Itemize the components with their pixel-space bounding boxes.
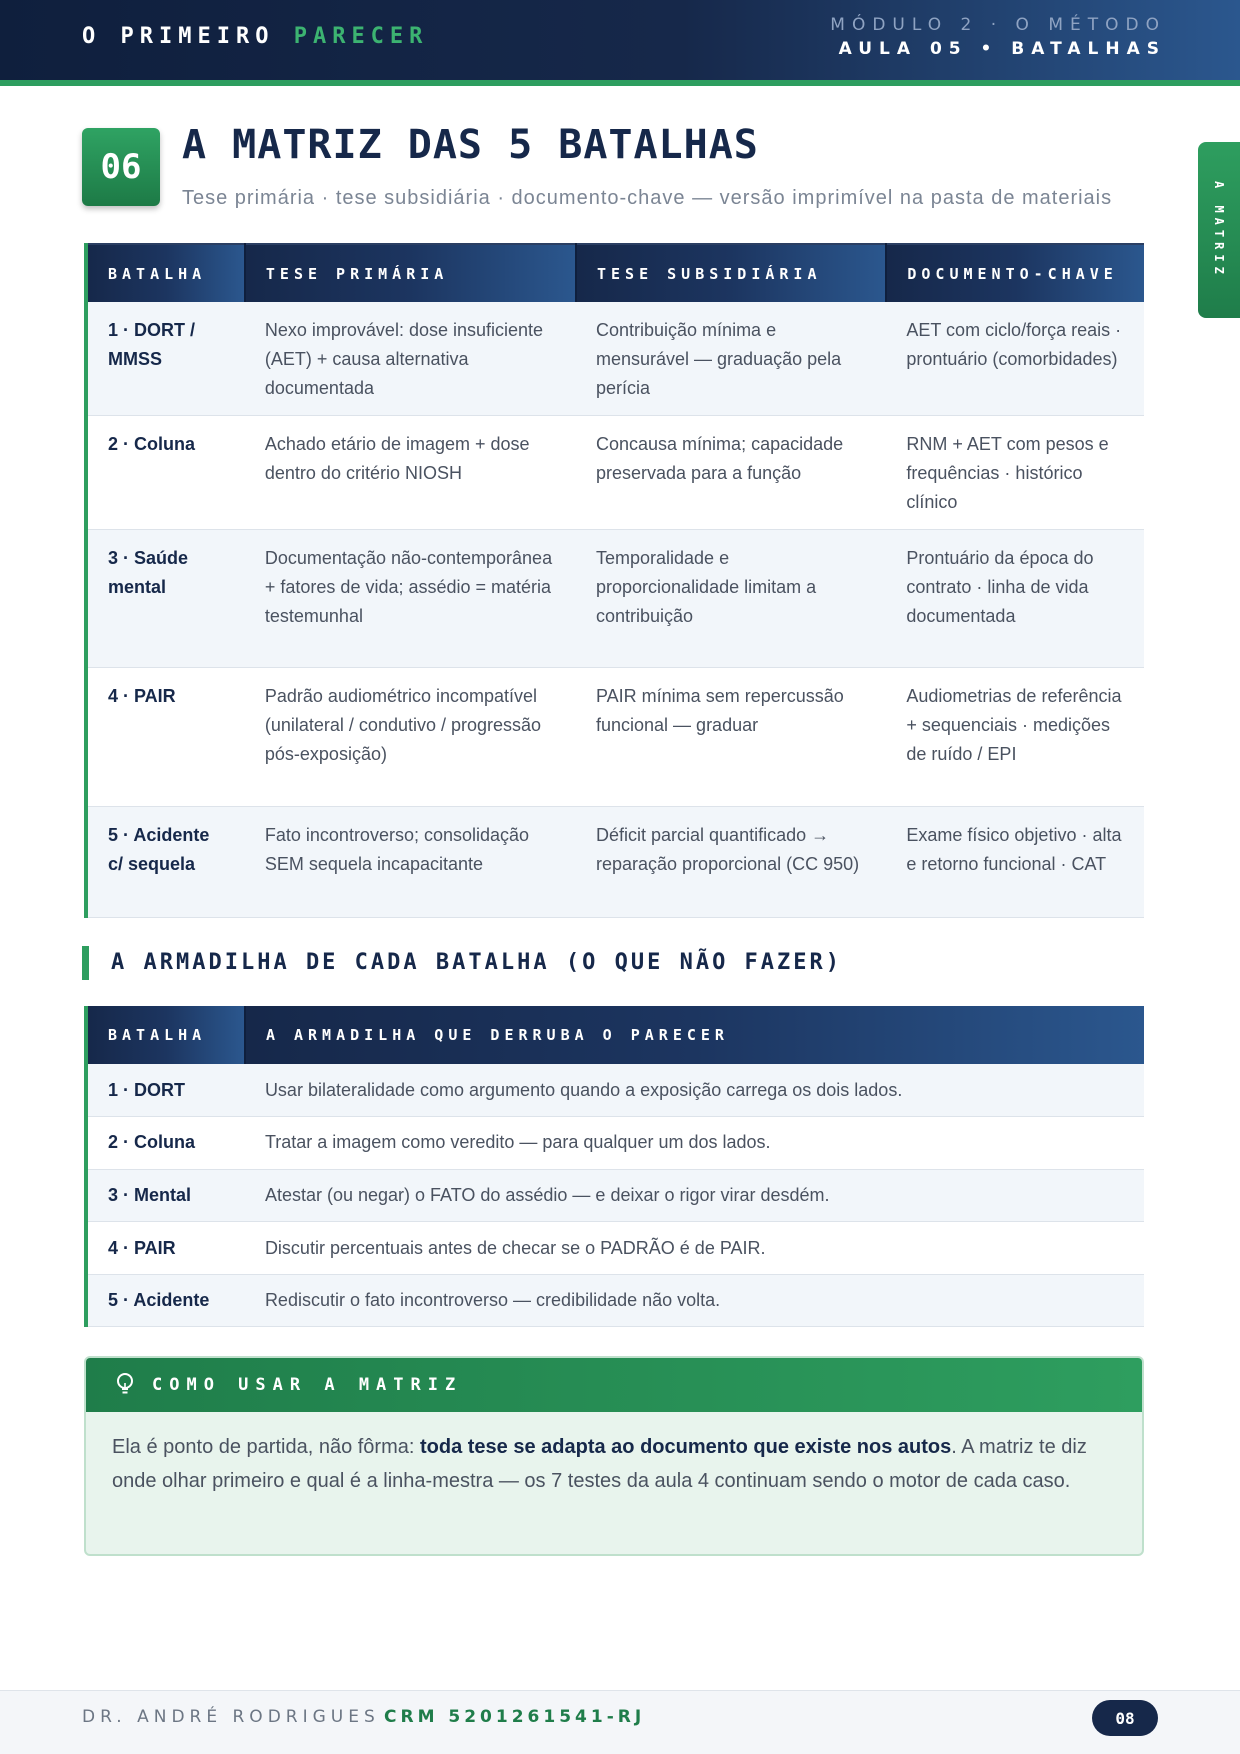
primary-thesis-cell: Achado etário de imagem + dose dentro do critério NIOSH <box>245 416 576 530</box>
side-tab-a-matriz[interactable] <box>1198 142 1240 318</box>
brand-accent: PARECER <box>293 24 429 49</box>
battle-cell: 2 · Coluna <box>86 1117 245 1170</box>
header-accent-stripe <box>0 80 1240 86</box>
battle-cell: 5 · Acidente <box>86 1274 245 1327</box>
battle-cell: 1 · DORT <box>86 1064 245 1117</box>
table-header-row <box>86 1006 1144 1064</box>
traps-section-title: A ARMADILHA DE CADA BATALHA (O QUE NÃO FAZER) <box>82 946 842 980</box>
tip-text <box>86 1412 1142 1516</box>
primary-thesis-cell: Fato incontroverso; consolidação SEM sequela incapacitante <box>245 807 576 918</box>
table-header-row <box>86 244 1144 302</box>
section-number-badge: 06 <box>82 128 160 206</box>
battle-cell: 5 · Acidente c/ sequela <box>86 807 245 918</box>
trap-cell: Usar bilateralidade como argumento quando a exposição carrega os dois lados. <box>245 1064 1144 1117</box>
tip-box <box>84 1356 1144 1556</box>
primary-thesis-cell: Padrão audiométrico incompatível (unilateral / condutivo / progressão pós-exposição) <box>245 668 576 807</box>
battle-cell: 3 · Saúde mental <box>86 530 245 668</box>
footer-crm: CRM 5201261541-RJ <box>384 1707 646 1727</box>
subsidiary-thesis-cell: Temporalidade e proporcionalidade limitam a contribuição <box>576 530 886 668</box>
column-header: BATALHA <box>86 244 245 302</box>
traps-table <box>84 1006 1144 1327</box>
subsidiary-thesis-cell: Déficit parcial quantificado → reparação proporcional (CC 950) <box>576 807 886 918</box>
brand-main: O PRIMEIRO <box>82 24 294 49</box>
table-row <box>86 416 1144 530</box>
trap-cell: Atestar (ou negar) o FATO do assédio — e deixar o rigor virar desdém. <box>245 1169 1144 1222</box>
table-row <box>86 1064 1144 1117</box>
table-row <box>86 807 1144 918</box>
subsidiary-thesis-cell: Contribuição mínima e mensurável — graduação pela perícia <box>576 302 886 416</box>
table-row <box>86 1117 1144 1170</box>
key-document-cell: RNM + AET com pesos e frequências · histórico clínico <box>886 416 1144 530</box>
column-header: A ARMADILHA QUE DERRUBA O PARECER <box>245 1006 1144 1064</box>
lightbulb-icon <box>114 1372 136 1398</box>
battle-cell: 1 · DORT / MMSS <box>86 302 245 416</box>
battle-cell: 4 · PAIR <box>86 668 245 807</box>
column-header: TESE PRIMÁRIA <box>245 244 576 302</box>
footer-author: DR. ANDRÉ RODRIGUES <box>82 1707 380 1727</box>
table-row <box>86 1222 1144 1275</box>
tip-text-emphasis: toda tese se adapta ao documento que existe nos autos <box>419 1436 952 1458</box>
battle-cell: 2 · Coluna <box>86 416 245 530</box>
brand-logo <box>82 24 428 49</box>
tip-text-start: Ela é ponto de partida, não fôrma: <box>112 1436 420 1458</box>
key-document-cell: Exame físico objetivo · alta e retorno funcional · CAT <box>886 807 1144 918</box>
lesson-line: AULA 05 • BATALHAS <box>838 39 1166 59</box>
key-document-cell: Audiometrias de referência + sequenciais · medições de ruído / EPI <box>886 668 1144 807</box>
trap-cell: Tratar a imagem como veredito — para qualquer um dos lados. <box>245 1117 1144 1170</box>
table-row <box>86 1274 1144 1327</box>
column-header: TESE SUBSIDIÁRIA <box>576 244 886 302</box>
page-number-badge: 08 <box>1092 1700 1158 1736</box>
key-document-cell: Prontuário da época do contrato · linha de vida documentada <box>886 530 1144 668</box>
table-row <box>86 1169 1144 1222</box>
trap-cell: Discutir percentuais antes de checar se o PADRÃO é de PAIR. <box>245 1222 1144 1275</box>
battle-matrix-table <box>84 243 1144 918</box>
module-line: MÓDULO 2 · O MÉTODO <box>830 15 1166 35</box>
primary-thesis-cell: Documentação não-contemporânea + fatores de vida; assédio = matéria testemunhal <box>245 530 576 668</box>
primary-thesis-cell: Nexo improvável: dose insuficiente (AET) + causa alternativa documentada <box>245 302 576 416</box>
subsidiary-thesis-cell: Concausa mínima; capacidade preservada para a função <box>576 416 886 530</box>
column-header: BATALHA <box>86 1006 245 1064</box>
tip-title: COMO USAR A MATRIZ <box>152 1375 463 1395</box>
battle-cell: 4 · PAIR <box>86 1222 245 1275</box>
table-row <box>86 668 1144 807</box>
key-document-cell: AET com ciclo/força reais · prontuário (comorbidades) <box>886 302 1144 416</box>
page-title: A MATRIZ DAS 5 BATALHAS <box>182 122 759 168</box>
tip-header <box>86 1358 1142 1412</box>
table-row <box>86 530 1144 668</box>
side-tab-label: A MATRIZ <box>1212 181 1226 279</box>
subsidiary-thesis-cell: PAIR mínima sem repercussão funcional — graduar <box>576 668 886 807</box>
table-row <box>86 302 1144 416</box>
trap-cell: Rediscutir o fato incontroverso — credibilidade não volta. <box>245 1274 1144 1327</box>
module-info <box>830 15 1166 59</box>
page-subtitle: Tese primária · tese subsidiária · documento-chave — versão imprimível na pasta de materiais <box>182 187 1113 209</box>
battle-cell: 3 · Mental <box>86 1169 245 1222</box>
column-header: DOCUMENTO-CHAVE <box>886 244 1144 302</box>
tip-text-end: . A matriz te diz onde olhar primeiro e qual é a linha-mestra — os 7 testes da aula 4 continuam sendo o motor de cada caso. <box>112 1436 1087 1492</box>
